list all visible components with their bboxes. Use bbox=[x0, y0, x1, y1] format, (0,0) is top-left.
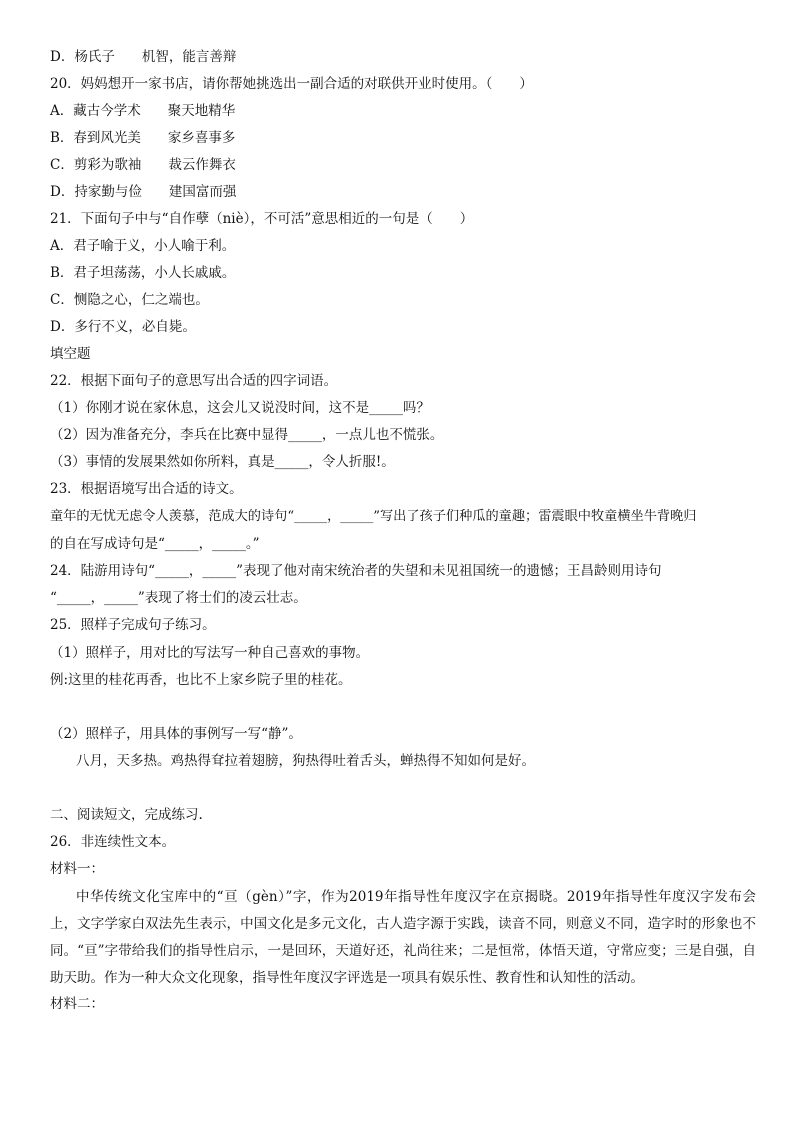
section-heading-fill-in: 填空题 bbox=[50, 346, 91, 362]
question-23-text-line-1: 童年的无忧无虑令人羡慕，范成大的诗句“_____，_____”写出了孩子们种瓜的童趣；雷震眼中牧童横坐牛背晚归 bbox=[50, 509, 697, 524]
question-20-option-c: C．剪彩为歌袖 裁云作舞衣 bbox=[50, 157, 236, 173]
question-24-text-line-1: 24．陆游用诗句“_____，_____”表现了他对南宋统治者的失望和未见祖国统一的遗憾；王昌龄则用诗句 bbox=[50, 563, 662, 579]
question-20-option-d: D．持家勤与俭 建国富而强 bbox=[50, 184, 237, 200]
question-24-text-line-2: “_____，_____”表现了将士们的凌云壮志。 bbox=[50, 590, 307, 606]
question-25-part-1: （1）照样子，用对比的写法写一种自己喜欢的事物。 bbox=[50, 645, 370, 661]
material-2-heading: 材料二： bbox=[50, 996, 104, 1012]
question-22-part-1: （1）你刚才说在家休息，这会儿又说没时间，这不是_____吗？ bbox=[50, 400, 430, 416]
question-19-option-d: D．杨氏子 机智，能言善辩 bbox=[50, 49, 237, 65]
question-26-stem: 26．非连续性文本。 bbox=[50, 834, 176, 850]
question-23-text-line-2: 的自在写成诗句是“_____，_____。” bbox=[50, 536, 260, 552]
material-1-paragraph: 中华传统文化宝库中的“亘（gèn）”字，作为2019年指导性年度汉字在京揭晓。2019年指导性年度汉字发布会上，文字学家白双法先生表示，中国文化是多元文化，古人造字源于实践，读音不同，则意义不同，造字时的形象也不同。“亘”字带给我们的指导性启示，一是回环，天道好还，礼尚往来；二是恒常，体悟天道，守常应变；三是自强，自助天助。作为一种大众文化现象，指导性年度汉字评选是一项具有娱乐性、教育性和认知性的活动。 bbox=[50, 889, 756, 986]
question-20-option-b: B．春到风光美 家乡喜事多 bbox=[50, 130, 236, 146]
question-20-option-a: A．藏古今学术 聚天地精华 bbox=[50, 103, 236, 119]
question-25-part-2: （2）照样子，用具体的事例写一写“静”。 bbox=[50, 726, 302, 742]
question-20-stem: 20．妈妈想开一家书店，请你帮她挑选出一副合适的对联供开业时使用。（ ） bbox=[50, 76, 533, 92]
section-heading-reading: 二、阅读短文，完成练习. bbox=[50, 807, 203, 823]
question-21-option-d: D．多行不义，必自毙。 bbox=[50, 319, 196, 335]
question-21-option-a: A．君子喻于义，小人喻于利。 bbox=[50, 238, 236, 254]
question-21-option-c: C．恻隐之心，仁之端也。 bbox=[50, 292, 209, 308]
question-25-sample-sentence: 八月，天多热。鸡热得耷拉着翅膀，狗热得吐着舌头，蝉热得不知如何是好。 bbox=[76, 753, 535, 769]
question-21-stem: 21．下面句子中与“自作孽（niè），不可活”意思相近的一句是（ ） bbox=[50, 211, 474, 227]
question-22-part-2: （2）因为准备充分，李兵在比赛中显得_____，一点儿也不慌张。 bbox=[50, 427, 444, 443]
question-22-part-3: （3）事情的发展果然如你所料，真是_____，令人折服!。 bbox=[50, 454, 395, 470]
question-25-stem: 25．照样子完成句子练习。 bbox=[50, 617, 216, 633]
question-23-stem: 23．根据语境写出合适的诗文。 bbox=[50, 481, 243, 497]
material-1-heading: 材料一： bbox=[50, 861, 104, 877]
question-22-stem: 22．根据下面句子的意思写出合适的四字词语。 bbox=[50, 373, 338, 389]
question-25-example: 例:这里的桂花再香，也比不上家乡院子里的桂花。 bbox=[50, 672, 352, 688]
question-21-option-b: B．君子坦荡荡，小人长戚戚。 bbox=[50, 265, 236, 281]
